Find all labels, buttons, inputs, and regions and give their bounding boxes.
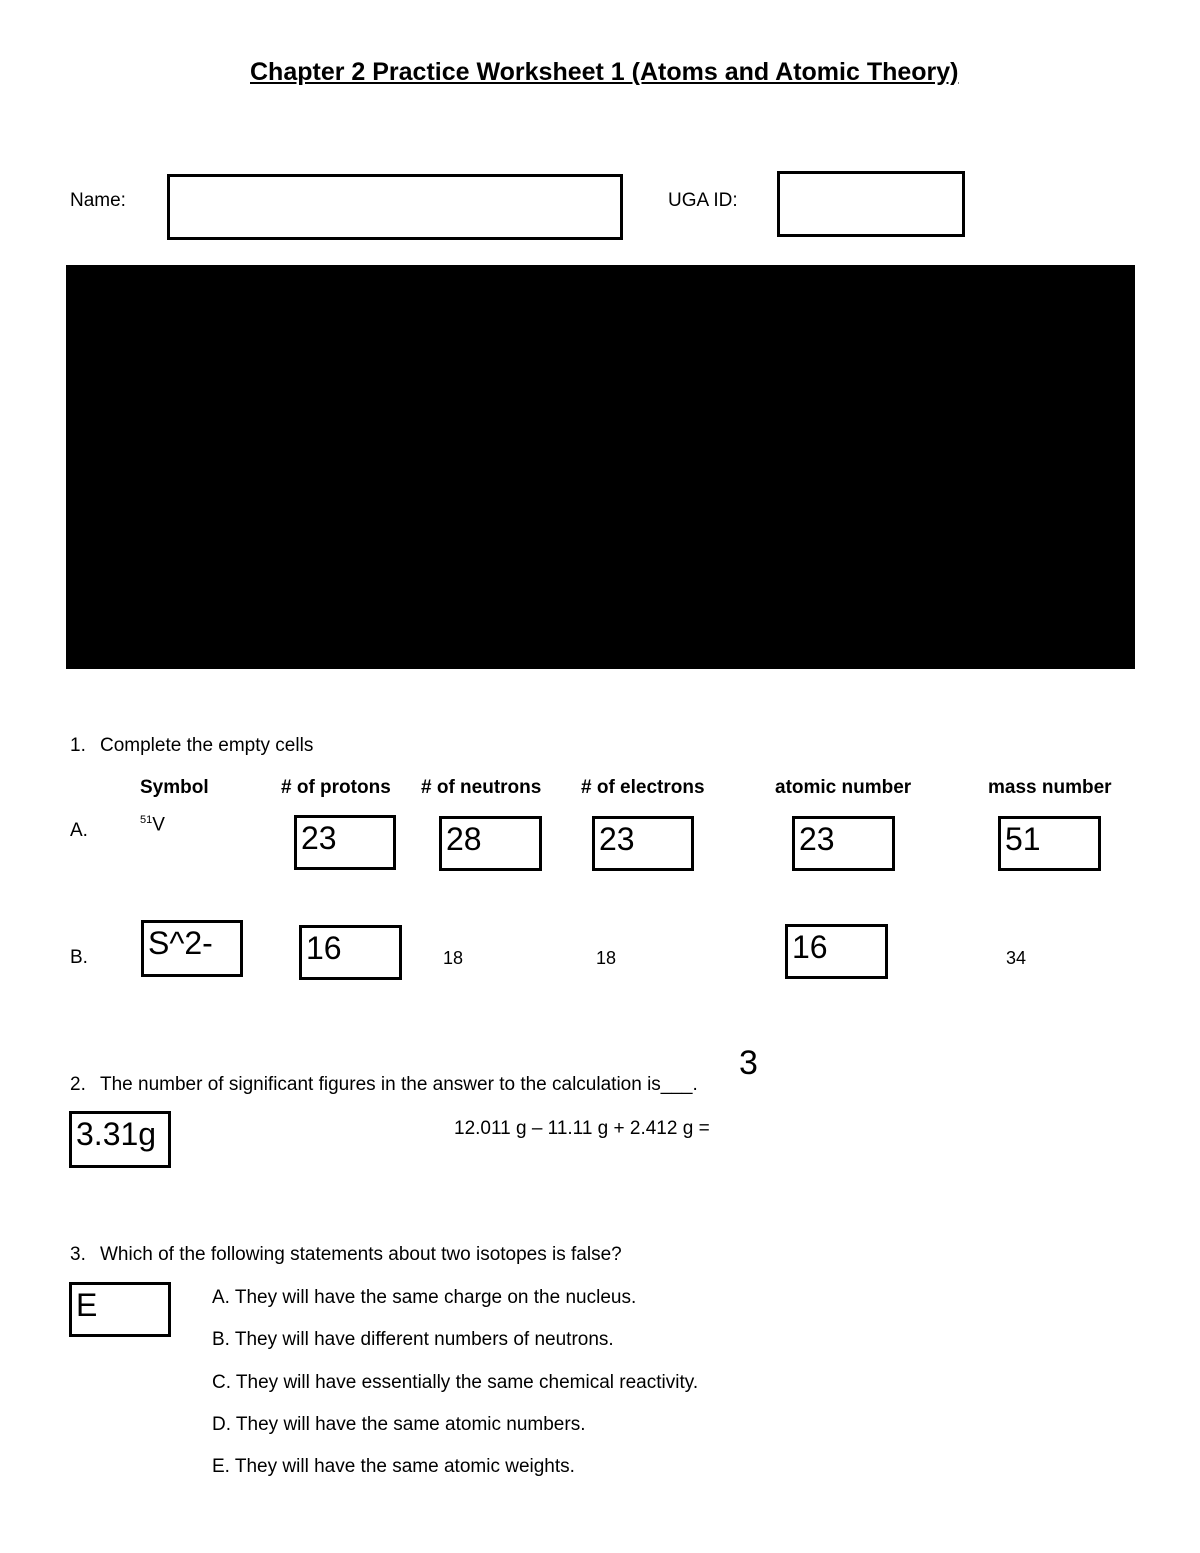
q2-number: 2.	[70, 1074, 86, 1095]
row-b-electrons: 18	[596, 948, 617, 968]
name-field[interactable]	[167, 174, 623, 240]
header-electrons: # of electrons	[581, 777, 705, 798]
redacted-block	[66, 265, 1135, 669]
row-a-electrons-field[interactable]: 23	[592, 816, 694, 871]
page-title: Chapter 2 Practice Worksheet 1 (Atoms and Atomic Theory)	[250, 58, 959, 86]
row-b-protons-field[interactable]: 16	[299, 925, 402, 980]
q3-option-b: B. They will have different numbers of neutrons.	[212, 1329, 614, 1350]
q3-option-c: C. They will have essentially the same chemical reactivity.	[212, 1372, 699, 1393]
row-a-symbol-element: V	[152, 814, 165, 836]
q2-prompt-text: The number of significant figures in the answer to the calculation is	[100, 1074, 661, 1095]
q2-answer-field[interactable]: 3.31g	[69, 1111, 171, 1168]
q3-number: 3.	[70, 1244, 86, 1265]
row-b-neutrons: 18	[443, 948, 464, 968]
header-atomic-number: atomic number	[775, 777, 912, 798]
row-a-mass-number-field[interactable]: 51	[998, 816, 1101, 871]
row-a-label: A.	[70, 820, 88, 841]
row-b-atomic-number-field[interactable]: 16	[785, 924, 888, 979]
row-a-symbol	[140, 814, 165, 836]
row-a-atomic-number-field[interactable]: 23	[792, 816, 895, 871]
q3-option-a: A. They will have the same charge on the nucleus.	[212, 1287, 637, 1308]
q3-option-d: D. They will have the same atomic numbers.	[212, 1414, 586, 1435]
q2-period: .	[692, 1074, 698, 1095]
header-neutrons: # of neutrons	[421, 777, 542, 798]
q2-blank: ___	[660, 1074, 693, 1095]
header-protons: # of protons	[281, 777, 391, 798]
row-b-mass-number: 34	[1006, 948, 1027, 968]
q3-answer-field[interactable]: E	[69, 1282, 171, 1337]
row-a-symbol-mass: 51	[140, 814, 153, 826]
name-label: Name:	[70, 190, 126, 211]
q2-sig-figs-answer[interactable]: 3	[739, 1044, 758, 1082]
q3-option-e: E. They will have the same atomic weights.	[212, 1456, 575, 1477]
row-a-protons-field[interactable]: 23	[294, 815, 396, 870]
row-b-symbol-field[interactable]: S^2-	[141, 920, 243, 977]
q3-prompt: Which of the following statements about two isotopes is false?	[100, 1244, 622, 1265]
row-a-neutrons-field[interactable]: 28	[439, 816, 542, 871]
row-b-label: B.	[70, 947, 88, 968]
header-symbol: Symbol	[140, 777, 209, 798]
q2-prompt	[100, 1074, 698, 1096]
q2-calculation: 12.011 g – 11.11 g + 2.412 g =	[454, 1118, 710, 1139]
q1-prompt: Complete the empty cells	[100, 735, 314, 756]
q1-number: 1.	[70, 735, 86, 756]
header-mass-number: mass number	[988, 777, 1112, 798]
uga-id-field[interactable]	[777, 171, 965, 237]
uga-id-label: UGA ID:	[668, 190, 738, 211]
